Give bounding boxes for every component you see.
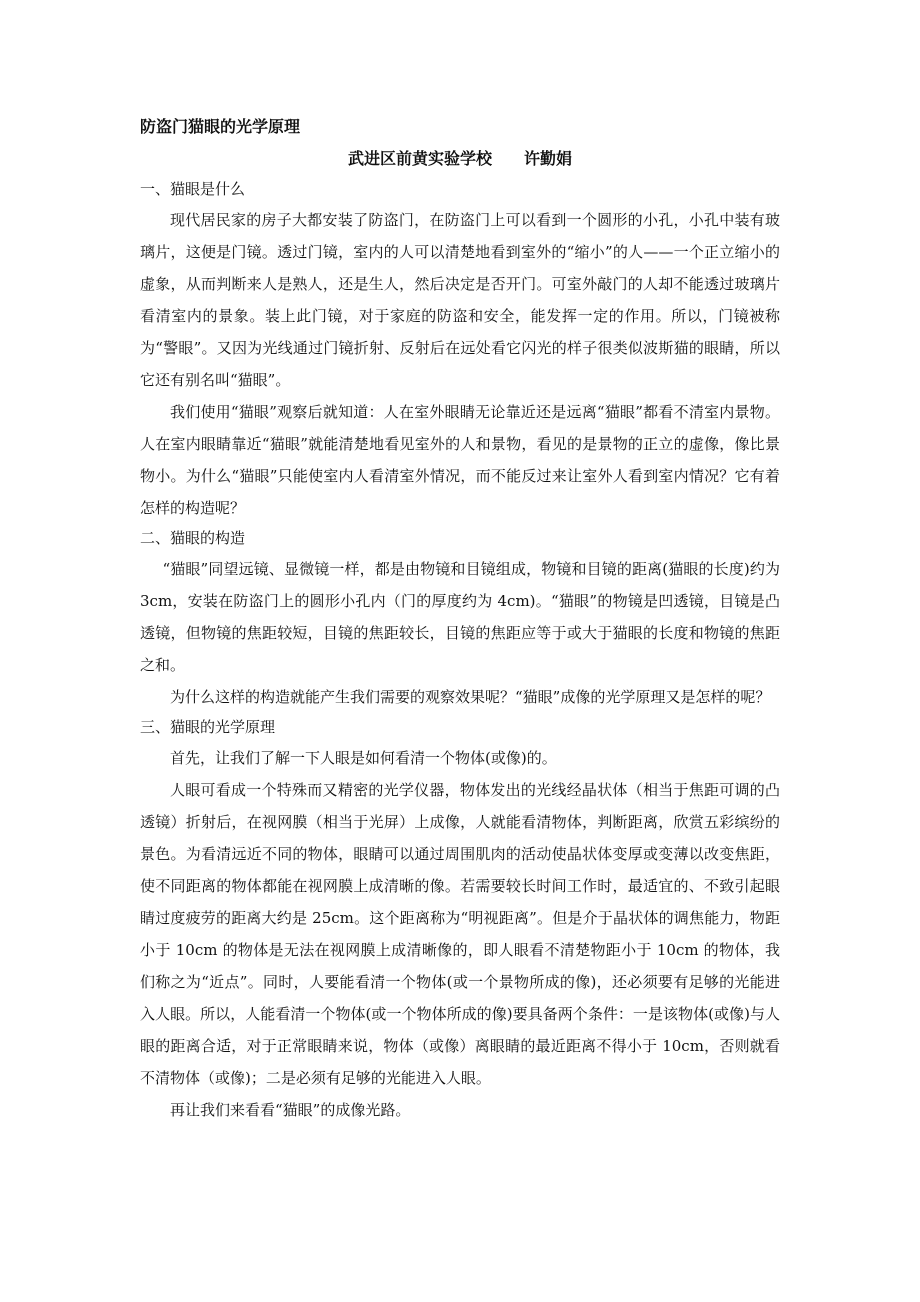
section-what-is-peephole <box>140 175 780 524</box>
school-name: 武进区前黄实验学校 <box>347 149 492 168</box>
author-name: 许勤娟 <box>524 149 573 168</box>
paragraph: 人眼可看成一个特殊而又精密的光学仪器，物体发出的光线经晶状体（相当于焦距可调的凸透镜）折射后，在视网膜（相当于光屏）上成像，人就能看清物体，判断距离，欣赏五彩缤纷的景色。为看清远近不同的物体，眼睛可以通过周围肌肉的活动使晶状体变厚或变薄以改变焦距，使不同距离的物体都能在视网膜上成清晰的像。若需要较长时间工作时，最适宜的、不致引起眼睛过度疲劳的距离大约是 25cm。这个距离称为“明视距离”。但是介于晶状体的调焦能力，物距小于 10cm 的物体是无法在视网膜上成清晰像的，即人眼看不清楚物距小于 10cm 的物体，我们称之为“近点”。同时，人要能看清一个物体(或一个景物所成的像)，还必须要有足够的光能进入人眼。所以，人能看清一个物体(或一个物体所成的像)要具备两个条件：一是该物体(或像)与人眼的距离合适，对于正常眼睛来说，物体（或像）离眼睛的最近距离不得小于 10cm，否则就看不清物体（或像)；二是必须有足够的光能进入人眼。 <box>140 781 780 1087</box>
paragraph: “猫眼”同望远镜、显微镜一样，都是由物镜和目镜组成，物镜和目镜的距离(猫眼的长度)约为 3cm，安装在防盗门上的圆形小孔内（门的厚度约为 4cm)。“猫眼”的物镜是凹透镜，目镜是凸透镜，但物镜的焦距较短，目镜的焦距较长，目镜的焦距应等于或大于猫眼的长度和物镜的焦距之和。 <box>140 560 780 674</box>
section-heading: 三、猫眼的光学原理 <box>140 718 276 736</box>
paragraph: 再让我们来看看“猫眼”的成像光路。 <box>170 1101 411 1119</box>
section-heading: 二、猫眼的构造 <box>140 529 246 547</box>
paragraph: 现代居民家的房子大都安装了防盗门，在防盗门上可以看到一个圆形的小孔，小孔中装有玻璃片，这便是门镜。透过门镜，室内的人可以清楚地看到室外的“缩小”的人——一个正立缩小的虚象，从而判断来人是熟人，还是生人，然后决定是否开门。可室外敲门的人却不能透过玻璃片看清室内的景象。装上此门镜，对于家庭的防盗和安全，能发挥一定的作用。所以，门镜被称为“警眼”。又因为光线通过门镜折射、反射后在远处看它闪光的样子很类似波斯猫的眼睛，所以它还有别名叫“猫眼”。 <box>140 211 780 389</box>
paragraph: 我们使用“猫眼”观察后就知道：人在室外眼睛无论靠近还是远离“猫眼”都看不清室内景物。人在室内眼睛靠近“猫眼”就能清楚地看见室外的人和景物，看见的是景物的正立的虚像，像比景物小。为什么“猫眼”只能使室内人看清室外情况，而不能反过来让室外人看到室内情况？它有着怎样的构造呢？ <box>140 403 780 517</box>
section-heading: 一、猫眼是什么 <box>140 180 246 198</box>
document-title: 防盗门猫眼的光学原理 <box>140 117 301 136</box>
paragraph: 首先，让我们了解一下人眼是如何看清一个物体(或像)的。 <box>170 749 557 767</box>
paragraph: 为什么这样的构造就能产生我们需要的观察效果呢？“猫眼”成像的光学原理又是怎样的呢？ <box>170 688 771 706</box>
section-optical-principle <box>140 713 780 1126</box>
section-peephole-structure <box>140 524 780 713</box>
byline <box>140 145 780 173</box>
document-page <box>140 113 780 1126</box>
